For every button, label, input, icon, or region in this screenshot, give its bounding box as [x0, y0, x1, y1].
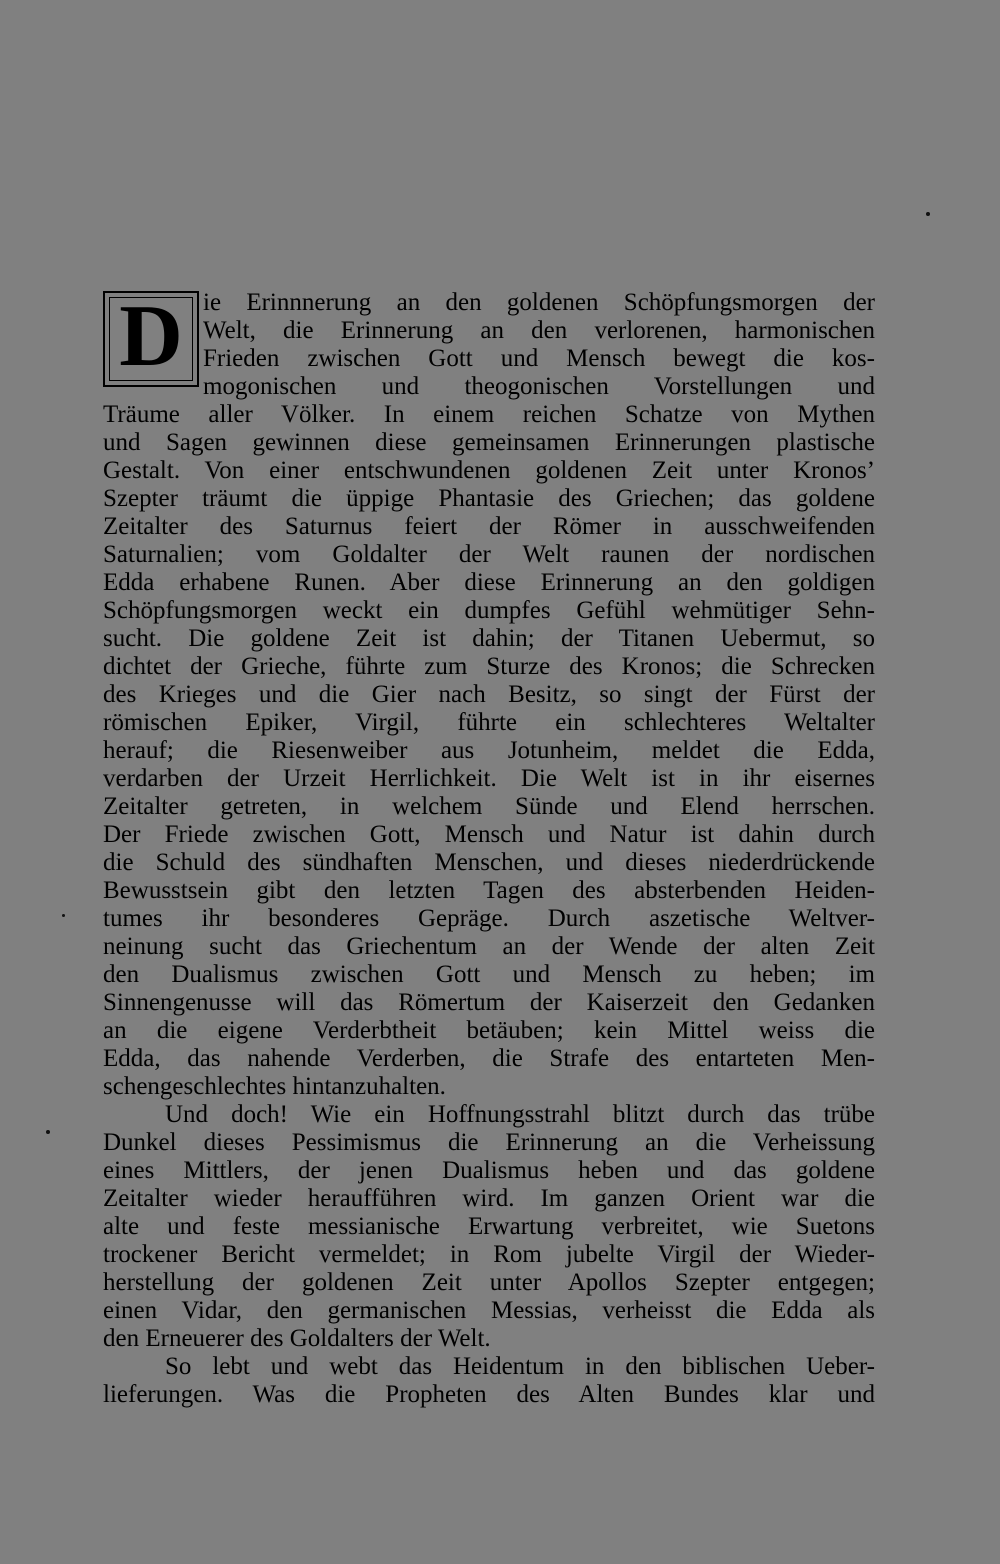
text-line: Bewusstsein gibt den letzten Tagen des absterbenden Heiden-	[103, 877, 875, 904]
text-line: und Sagen gewinnen diese gemeinsamen Erinnerungen plastische	[103, 429, 875, 456]
paragraph-1	[103, 401, 875, 1101]
text-line: Zeitalter des Saturnus feiert der Römer in ausschweifenden	[103, 513, 875, 540]
text-line: Sinnengenusse will das Römertum der Kaiserzeit den Gedanken	[103, 989, 875, 1016]
text-line: verdarben der Urzeit Herrlichkeit. Die Welt ist in ihr eisernes	[103, 765, 875, 792]
text-line: So lebt und webt das Heidentum in den biblischen Ueber-	[165, 1353, 875, 1380]
text-line: alte und feste messianische Erwartung verbreitet, wie Suetons	[103, 1213, 875, 1240]
text-line: Der Friede zwischen Gott, Mensch und Natur ist dahin durch	[103, 821, 875, 848]
text-line: eines Mittlers, der jenen Dualismus heben und das goldene	[103, 1157, 875, 1184]
text-line: sucht. Die goldene Zeit ist dahin; der Titanen Uebermut, so	[103, 625, 875, 652]
text-line: trockener Bericht vermeldet; in Rom jubelte Virgil der Wieder-	[103, 1241, 875, 1268]
specks	[46, 1130, 50, 1134]
text-line: Zeitalter getreten, in welchem Sünde und Elend herrschen.	[103, 793, 875, 820]
text-line: den Erneuerer des Goldalters der Welt.	[103, 1325, 491, 1352]
text-line: Saturnalien; vom Goldalter der Welt raunen der nordischen	[103, 541, 875, 568]
text-line: Und doch! Wie ein Hoffnungsstrahl blitzt durch das trübe	[165, 1101, 875, 1128]
text-line: Träume aller Völker. In einem reichen Schatze von Mythen	[103, 401, 875, 428]
text-line: Edda erhabene Runen. Aber diese Erinnerung an den goldigen	[103, 569, 875, 596]
opening-paragraph-start	[103, 289, 875, 401]
text-line: Dunkel dieses Pessimismus die Erinnerung an die Verheissung	[103, 1129, 875, 1156]
text-line: Edda, das nahende Verderben, die Strafe des entarteten Men-	[103, 1045, 875, 1072]
text-line: Szepter träumt die üppige Phantasie des Griechen; das goldene	[103, 485, 875, 512]
text-line: dichtet der Grieche, führte zum Sturze des Kronos; die Schrecken	[103, 653, 875, 680]
specks	[926, 212, 930, 216]
text-line: den Dualismus zwischen Gott und Mensch zu heben; im	[103, 961, 875, 988]
paragraph-2	[103, 1101, 875, 1353]
text-line: ie Erinnnerung an den goldenen Schöpfungsmorgen der	[203, 289, 875, 316]
text-line: Zeitalter wieder heraufführen wird. Im ganzen Orient war die	[103, 1185, 875, 1212]
text-line: herstellung der goldenen Zeit unter Apollos Szepter entgegen;	[103, 1269, 875, 1296]
text-line: Schöpfungsmorgen weckt ein dumpfes Gefühl wehmütiger Sehn-	[103, 597, 875, 624]
text-line: einen Vidar, den germanischen Messias, verheisst die Edda als	[103, 1297, 875, 1324]
text-line: Welt, die Erinnerung an den verlorenen, harmonischen	[203, 317, 875, 344]
text-line: mogonischen und theogonischen Vorstellungen und	[203, 373, 875, 400]
text-line: herauf; die Riesenweiber aus Jotunheim, meldet die Edda,	[103, 737, 875, 764]
specks	[62, 914, 65, 917]
page-text	[103, 289, 875, 1409]
text-line: neinung sucht das Griechentum an der Wende der alten Zeit	[103, 933, 875, 960]
text-line: des Krieges und die Gier nach Besitz, so singt der Fürst der	[103, 681, 875, 708]
dropcap-letter: D	[119, 288, 183, 385]
text-line: lieferungen. Was die Propheten des Alten Bundes klar und	[103, 1381, 875, 1408]
text-line: an die eigene Verderbtheit betäuben; kein Mittel weiss die	[103, 1017, 875, 1044]
text-line: römischen Epiker, Virgil, führte ein schlechteres Weltalter	[103, 709, 875, 736]
text-line: schengeschlechtes hintanzuhalten.	[103, 1073, 446, 1100]
text-line: Gestalt. Von einer entschwundenen goldenen Zeit unter Kronos’	[103, 457, 875, 484]
text-line: die Schuld des sündhaften Menschen, und dieses niederdrückende	[103, 849, 875, 876]
text-line: Frieden zwischen Gott und Mensch bewegt die kos-	[203, 345, 875, 372]
text-line: tumes ihr besonderes Gepräge. Durch aszetische Weltver-	[103, 905, 875, 932]
paragraph-3	[103, 1353, 875, 1409]
